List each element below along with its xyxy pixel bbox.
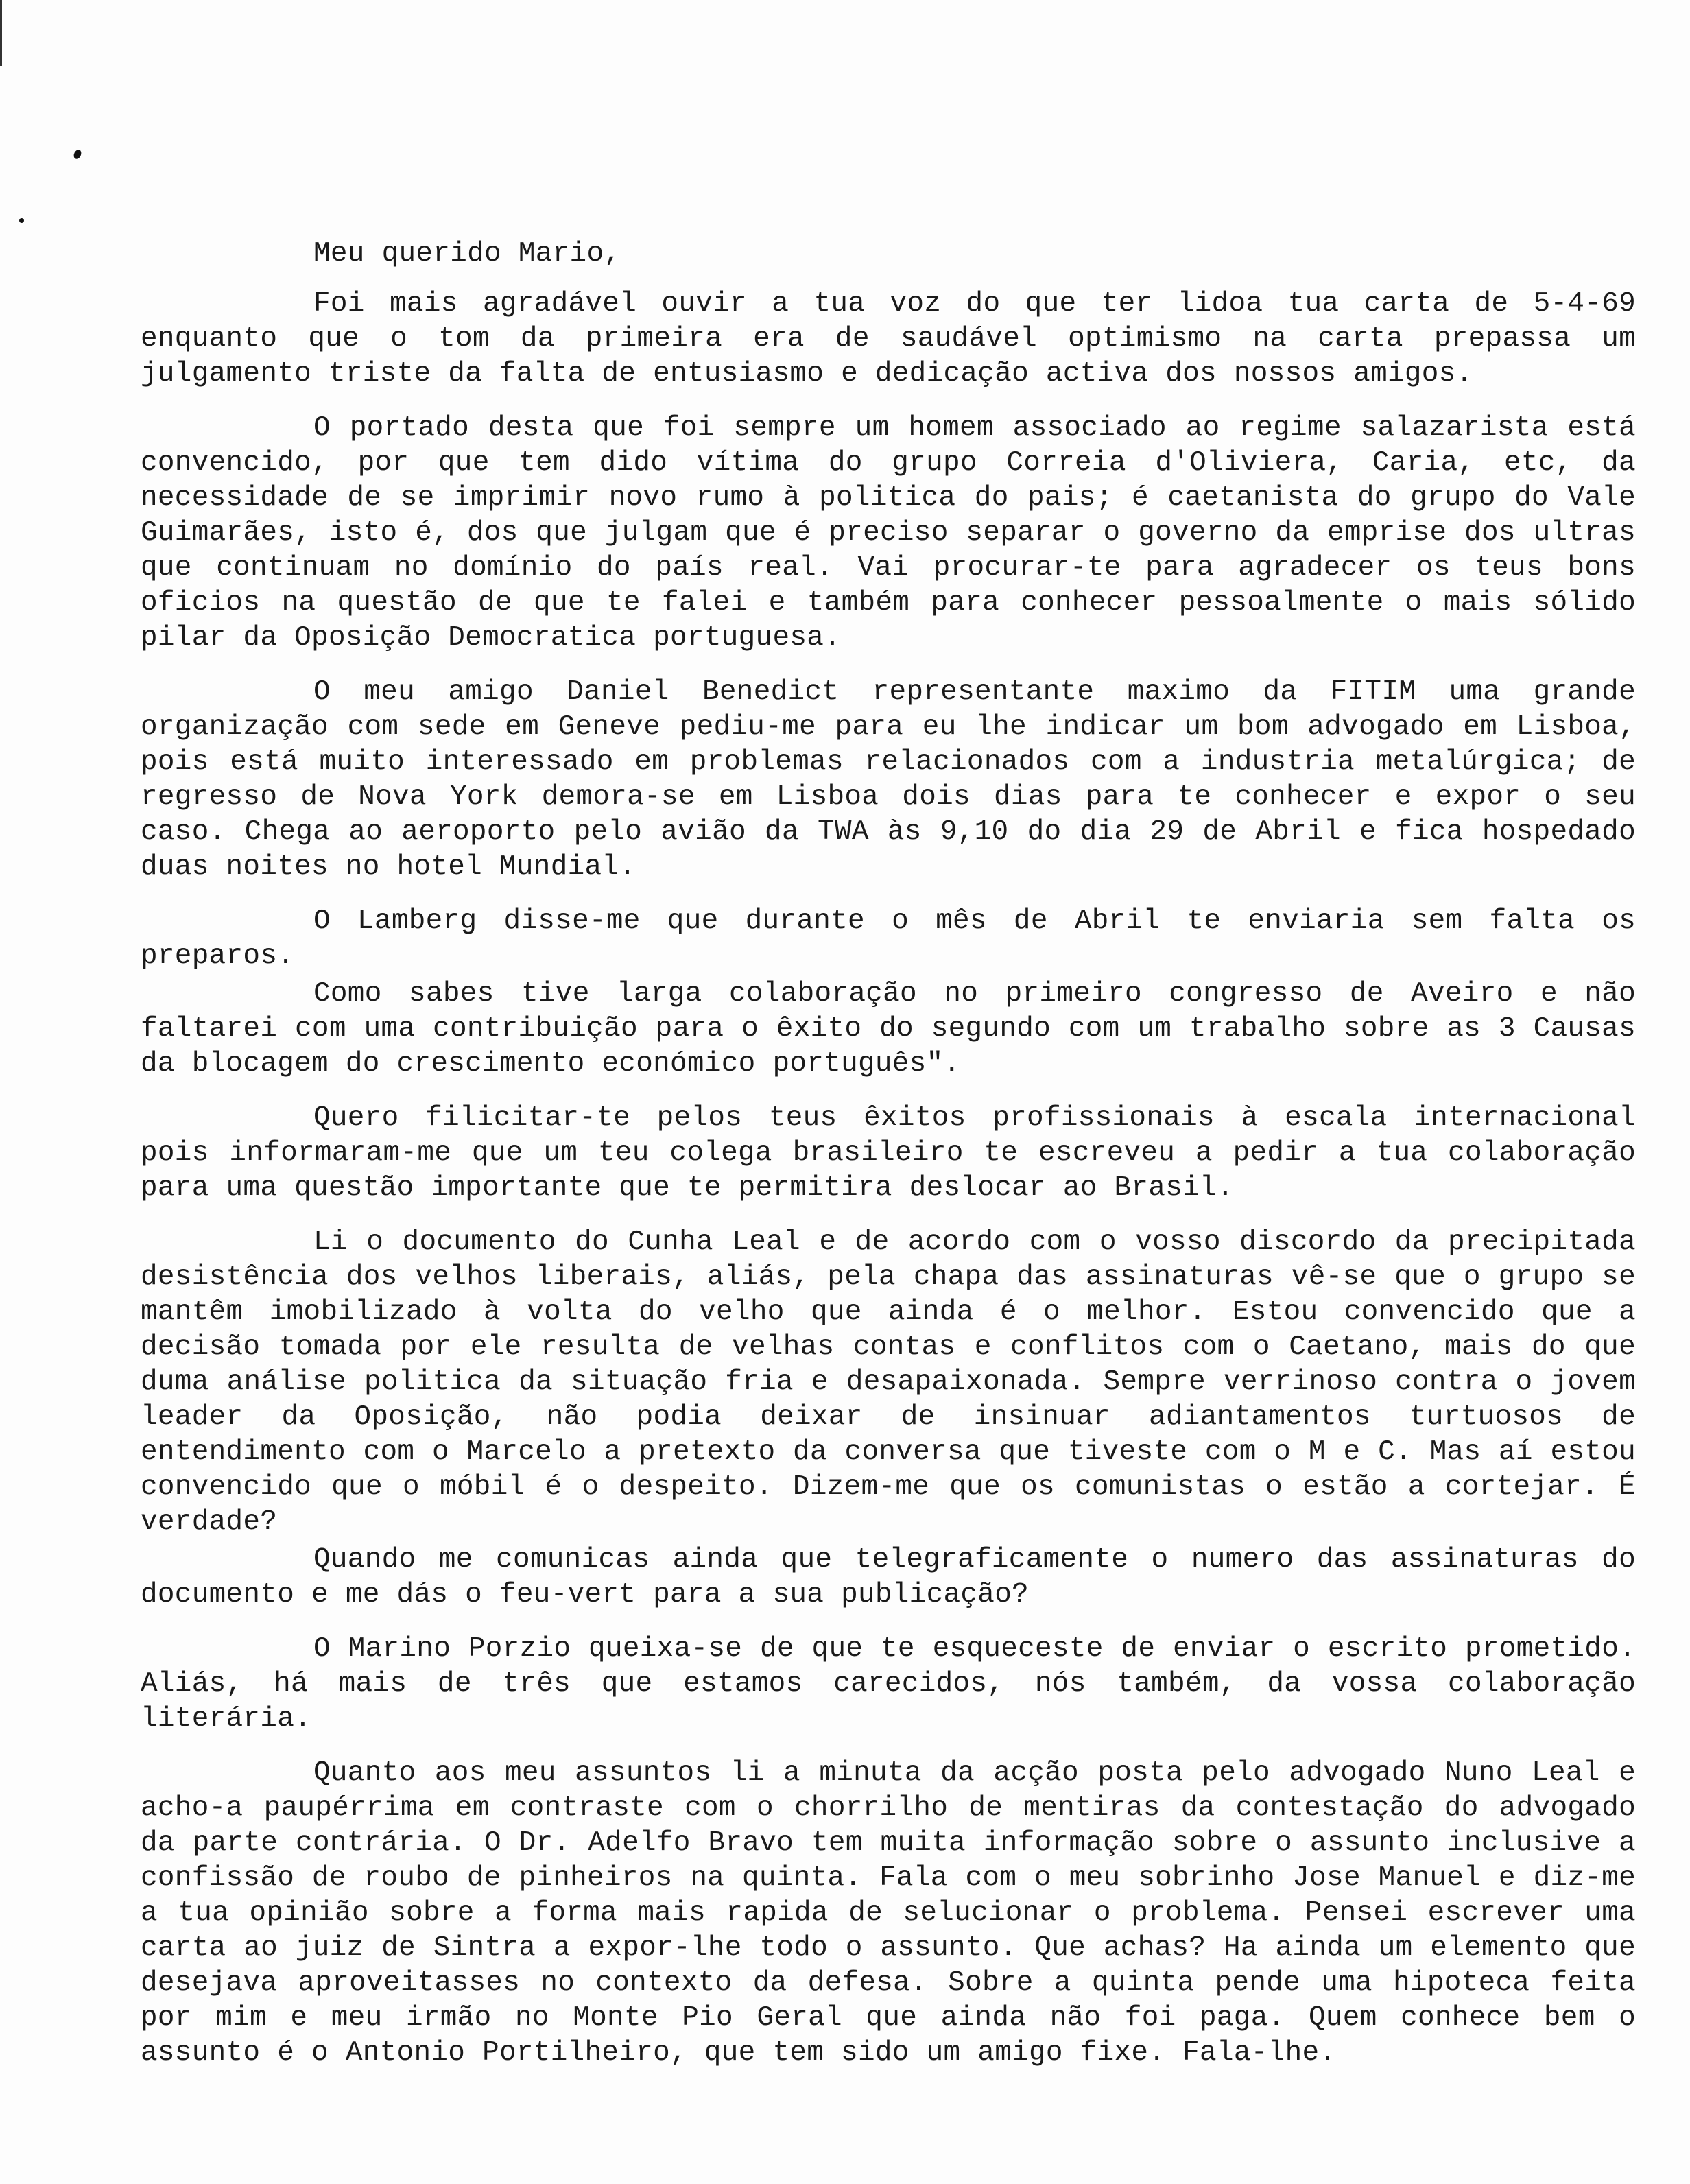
paragraph-3: O meu amigo Daniel Benedict representante maximo da FITIM uma grande organização com sede em Geneve pediu-me para eu lhe indicar um bom advogado em Lisboa, pois está muito interessado em problemas relacionados com a industria metalúrgica; de regresso de Nova York demora-se em Lisboa dois dias para te conhecer e expor o seu caso. Chega ao aeroporto pelo avião da TWA às 9,10 do dia 29 de Abril e fica hospedado duas noites no hotel Mundial. bbox=[141, 676, 1636, 883]
paragraph-6: Quero filicitar-te pelos teus êxitos profissionais à escala internacional pois informaram-me que um teu colega brasileiro te escreveu a pedir a tua colaboração para uma questão importante que te permitira deslocar ao Brasil. bbox=[141, 1102, 1636, 1204]
paragraph-8: Quando me comunicas ainda que telegraficamente o numero das assinaturas do documento e me dás o feu-vert para a sua publicação? bbox=[141, 1544, 1636, 1611]
edge-line bbox=[0, 0, 2, 66]
ink-speck bbox=[73, 149, 83, 161]
paragraph-7: Li o documento do Cunha Leal e de acordo com o vosso discordo da precipitada desistência dos velhos liberais, aliás, pela chapa das assinaturas vê-se que o grupo se mantêm imobilizado à volta do velho que ainda é o melhor. Estou convencido que a decisão tomada por ele resulta de velhas contas e conflitos com o Caetano, mais do que duma análise politica da situação fria e desapaixonada. Sempre verrinoso contra o jovem leader da Oposição, não podia deixar de insinuar adiantamentos turtuosos de entendimento com o Marcelo a pretexto da conversa que tiveste com o M e C. Mas aí estou convencido que o móbil é o despeito. Dizem-me que os comunistas o estão a cortejar. É verdade? bbox=[141, 1226, 1636, 1538]
paragraph-10: Quanto aos meu assuntos li a minuta da acção posta pelo advogado Nuno Leal e acho-a paupérrima em contraste com o chorrilho de mentiras da contestação do advogado da parte contrária. O Dr. Adelfo Bravo tem muita informação sobre o assunto inclusive a confissão de roubo de pinheiros na quinta. Fala com o meu sobrinho Jose Manuel e diz-me a tua opinião sobre a forma mais rapida de selucionar o problema. Pensei escrever uma carta ao juiz de Sintra a expor-lhe todo o assunto. Que achas? Ha ainda um elemento que desejava aproveitasses no contexto da defesa. Sobre a quinta pende uma hipoteca feita por mim e meu irmão no Monte Pio Geral que ainda não foi paga. Quem conhece bem o assunto é o Antonio Portilheiro, que tem sido um amigo fixe. Fala-lhe. bbox=[141, 1757, 1636, 2069]
paragraph-4: O Lamberg disse-me que durante o mês de Abril te enviaria sem falta os preparos. bbox=[141, 905, 1636, 972]
paragraph-5: Como sabes tive larga colaboração no primeiro congresso de Aveiro e não faltarei com uma contribuição para o êxito do segundo com um trabalho sobre as 3 Causas da blocagem do crescimento económico português". bbox=[141, 978, 1636, 1080]
paragraph-1: Foi mais agradável ouvir a tua voz do que ter lidoa tua carta de 5-4-69 enquanto que o tom da primeira era de saudável optimismo na carta prepassa um julgamento triste da falta de entusiasmo e dedicação activa dos nossos amigos. bbox=[141, 288, 1636, 390]
ink-speck bbox=[19, 218, 24, 223]
salutation: Meu querido Mario, bbox=[313, 238, 621, 270]
letter-body bbox=[141, 237, 1636, 2090]
paragraph-2: O portado desta que foi sempre um homem associado ao regime salazarista está convencido, por que tem dido vítima do grupo Correia d'Oliviera, Caria, etc, da necessidade de se imprimir novo rumo à politica do pais; é caetanista do grupo do Vale Guimarães, isto é, dos que julgam que é preciso separar o governo da emprise dos ultras que continuam no domínio do país real. Vai procurar-te para agradecer os teus bons oficios na questão de que te falei e também para conhecer pessoalmente o mais sólido pilar da Oposição Democratica portuguesa. bbox=[141, 412, 1636, 654]
paragraph-9: O Marino Porzio queixa-se de que te esqueceste de enviar o escrito prometido. Aliás, há mais de três que estamos carecidos, nós também, da vossa colaboração literária. bbox=[141, 1633, 1636, 1735]
